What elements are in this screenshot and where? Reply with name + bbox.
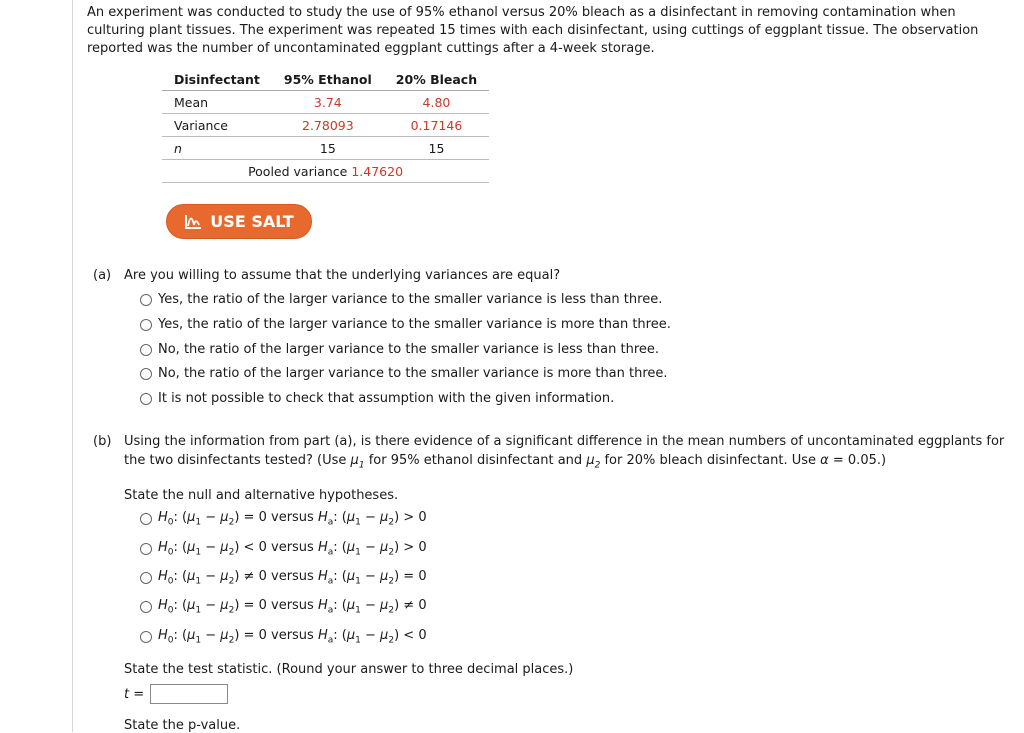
option-text: Yes, the ratio of the larger variance to the smaller variance is less than three.: [158, 292, 663, 307]
versus-text: versus: [271, 510, 314, 525]
problem-intro: An experiment was conducted to study the use of 95% ethanol versus 20% bleach as a disinfectant in removing contamination when culturing plant tissues. The experiment was repeated 15 times with each disinfectant, using cuttings of eggplant tissue. The observation reported was the number of uncontaminated eggplant cuttings after a 4-week storage.: [87, 5, 979, 56]
use-salt-button[interactable]: [166, 204, 312, 239]
radio-button[interactable]: [140, 543, 152, 555]
part-a-option-2[interactable]: [140, 317, 671, 332]
option-text: Yes, the ratio of the larger variance to the smaller variance is more than three.: [158, 317, 671, 332]
hypothesis-text: $H_0$: $(\mu_1 - \mu_2) = 0$ versus $H_a$: $(\mu_1 - \mu_2) < 0$: [158, 628, 427, 646]
question-text: = 0.05.): [832, 453, 887, 468]
radio-button[interactable]: [140, 294, 152, 306]
option-text: It is not possible to check that assumption with the given information.: [158, 391, 615, 406]
left-margin-rule: [72, 0, 73, 732]
hypothesis-option-4[interactable]: [140, 598, 427, 616]
bleach-mean: 4.80: [384, 91, 489, 114]
table-row-mean: [162, 91, 489, 114]
table-header-row: [162, 68, 489, 91]
hypothesis-text: $H_0$: $(\mu_1 - \mu_2) \ne 0$ versus $H_a$: $(\mu_1 - \mu_2) = 0$: [158, 569, 427, 587]
ha-value: 0: [418, 598, 427, 613]
radio-button[interactable]: [140, 344, 152, 356]
part-b-question: [124, 432, 1009, 476]
part-a-option-1[interactable]: [140, 292, 662, 307]
h0-relation: =: [243, 628, 255, 643]
part-a-option-4[interactable]: [140, 366, 668, 381]
ethanol-n: 15: [272, 137, 384, 160]
table-row-pooled: [162, 160, 489, 183]
question-text: for 95% ethanol disinfectant and: [368, 453, 583, 468]
ethanol-mean: 3.74: [272, 91, 384, 114]
radio-button[interactable]: [140, 572, 152, 584]
ha-value: 0: [418, 628, 427, 643]
radio-button[interactable]: [140, 513, 152, 525]
bleach-n: 15: [384, 137, 489, 160]
hypothesis-text: $H_0$: $(\mu_1 - \mu_2) = 0$ versus $H_a$: $(\mu_1 - \mu_2) \ne 0$: [158, 598, 427, 616]
h0-value: 0: [258, 510, 267, 525]
part-a-label: (a): [93, 268, 112, 283]
versus-text: versus: [271, 628, 314, 643]
radio-button[interactable]: [140, 319, 152, 331]
t-statistic-field: [124, 684, 228, 704]
row-label: [162, 137, 272, 160]
pooled-label: Pooled variance: [248, 164, 348, 179]
ethanol-variance: 2.78093: [272, 114, 384, 137]
t-statistic-input[interactable]: [150, 684, 228, 704]
h0-value: 0: [258, 598, 267, 613]
ha-value: 0: [418, 540, 427, 555]
radio-button[interactable]: [140, 601, 152, 613]
h0-value: 0: [258, 569, 267, 584]
part-a-option-5[interactable]: [140, 391, 614, 406]
h0-relation: =: [243, 598, 255, 613]
ha-value: 0: [418, 510, 427, 525]
h0-relation: =: [243, 510, 255, 525]
h0-value: 0: [258, 540, 267, 555]
alpha-symbol: α: [820, 453, 829, 468]
ha-relation: =: [403, 569, 415, 584]
h0-relation: <: [243, 540, 255, 555]
versus-text: versus: [271, 598, 314, 613]
versus-text: versus: [271, 540, 314, 555]
header-disinfectant: Disinfectant: [162, 68, 272, 91]
hypothesis-option-1[interactable]: [140, 510, 427, 528]
h0-value: 0: [258, 628, 267, 643]
hypothesis-text: $H_0$: $(\mu_1 - \mu_2) < 0$ versus $H_a$: $(\mu_1 - \mu_2) > 0$: [158, 540, 427, 558]
hypothesis-text: $H_0$: $(\mu_1 - \mu_2) = 0$ versus $H_a$: $(\mu_1 - \mu_2) > 0$: [158, 510, 427, 528]
mu2-symbol: $\mu_2$: [586, 453, 601, 471]
header-bleach: 20% Bleach: [384, 68, 489, 91]
ha-value: 0: [418, 569, 427, 584]
mu1-symbol: $\mu_1$: [350, 453, 365, 471]
t-label: t =: [124, 686, 145, 702]
radio-button[interactable]: [140, 393, 152, 405]
hypothesis-option-2[interactable]: [140, 540, 427, 558]
state-hypotheses-prompt: State the null and alternative hypotheses.: [124, 488, 399, 503]
pooled-value: 1.47620: [351, 164, 404, 179]
ha-relation: >: [403, 540, 415, 555]
row-label: Variance: [162, 114, 272, 137]
header-ethanol: 95% Ethanol: [272, 68, 384, 91]
disinfectant-table: [162, 68, 489, 183]
state-test-statistic-prompt: State the test statistic. (Round your answer to three decimal places.): [124, 662, 574, 677]
radio-button[interactable]: [140, 631, 152, 643]
ha-relation: >: [403, 510, 415, 525]
question-text: Using the information from part (a), is there evidence of a significant difference in the mean numbers of uncontaminated eggplants for the two disinfectants tested? (Use: [124, 434, 1005, 468]
use-salt-label: USE SALT: [210, 212, 294, 231]
versus-text: versus: [271, 569, 314, 584]
salt-chart-icon: [184, 214, 202, 230]
hypothesis-option-3[interactable]: [140, 569, 427, 587]
pooled-variance-cell: [162, 160, 489, 183]
part-a-question: Are you willing to assume that the underlying variances are equal?: [124, 268, 561, 283]
table-row-variance: [162, 114, 489, 137]
n-label: n: [174, 141, 182, 156]
bleach-variance: 0.17146: [384, 114, 489, 137]
state-p-value-prompt: State the p-value.: [124, 718, 241, 733]
h0-relation: ≠: [243, 569, 255, 584]
row-label: Mean: [162, 91, 272, 114]
hypothesis-option-5[interactable]: [140, 628, 427, 646]
question-text: for 20% bleach disinfectant. Use: [604, 453, 817, 468]
part-a-option-3[interactable]: [140, 342, 659, 357]
ha-relation: ≠: [403, 598, 415, 613]
option-text: No, the ratio of the larger variance to the smaller variance is less than three.: [158, 342, 660, 357]
ha-relation: <: [403, 628, 415, 643]
table-row-n: [162, 137, 489, 160]
option-text: No, the ratio of the larger variance to the smaller variance is more than three.: [158, 366, 668, 381]
part-b-label: (b): [93, 434, 112, 449]
radio-button[interactable]: [140, 368, 152, 380]
